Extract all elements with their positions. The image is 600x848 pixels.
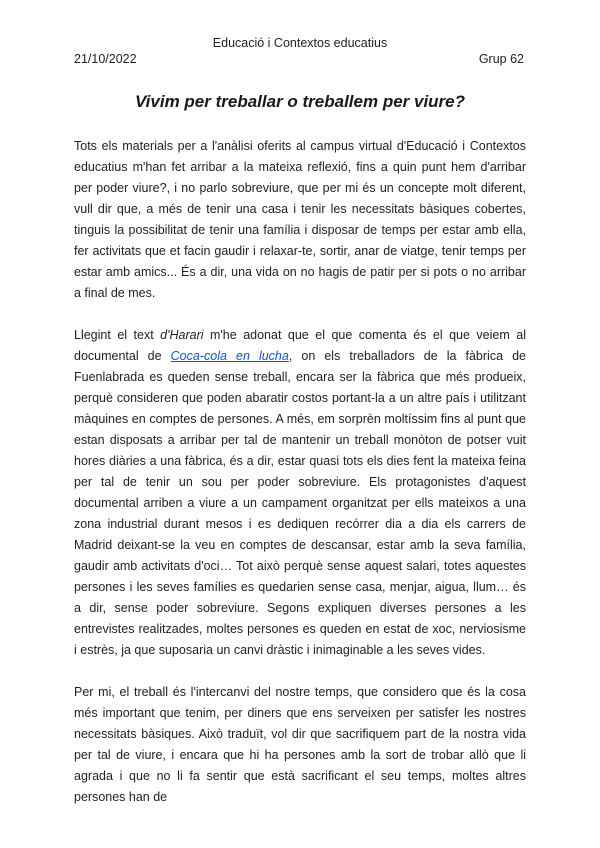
document-body [74,136,526,829]
paragraph-2-part-b: m'he adonat que el que comenta és el que veiem al documental de [74,328,526,363]
paragraph-1: Tots els materials per a l'anàlisi oferits al campus virtual d'Educació i Contextos educatius m'han fet arribar a la mateixa reflexió, fins a quin punt hem d'arribar per poder viure?, i no parlo sobreviure, que per mi és un concepte molt diferent, vull dir que, a més de tenir una casa i tenir les necessitats bàsiques cobertes, tinguis la possibilitat de tenir una família i disposar de temps per estar amb ella, fer activitats que et facin gaudir i relaxar-te, sortir, anar de viatge, tenir temps per estar amb amics... És a dir, una vida on no hagis de patir per si pots o no arribar a final de mes. [74,139,526,300]
paragraph-2-part-c: , on els treballadors de la fàbrica de Fuenlabrada es queden sense treball, encara ser la fàbrica que més produeix, perquè consideren que poden abaratir costos portant-la a un altre país i utilitzant màquines en comptes de persones. A més, em sorprèn moltíssim fins al punt que estan disposats a arribar per tal de mantenir un treball monòton de potser vuit hores diàries a una fàbrica, és a dir, estar quasi tots els dies fent la mateixa feina per tal de tenir un sou per poder sobreviure. Els protagonistes d'aquest documental arriben a viure a un campament organitzat per ells mateixos a una zona industrial durant mesos i es dediquen recórrer dia a dia els carrers de Madrid deixant-se la veu en comptes de descansar, estar amb la seva família, gaudir amb activitats d'oci… Tot això perquè sense aquest salari, totes aquestes persones i les seves famílies es quedarien sense casa, menjar, aigua, llum… és a dir, sense poder sobreviure. Segons expliquen diverses persones a les entrevistes realitzades, moltes persones es queden en estat de xoc, nerviosisme i estrès, ja que suposaria un canvi dràstic i inimaginable a les seves vides. [74,349,526,657]
document-title: Vivim per treballar o treballem per viure? [134,92,466,111]
paragraph-3: Per mi, el treball és l'intercanvi del nostre temps, que considero que és la cosa més important que tenim, per diners que ens serveixen per satisfer les nostres necessitats bàsiques. Això traduït, vol dir que sacrifiquem part de la nostra vida per tal de viure, i encara que hi ha persones amb la sort de trobar allò que li agrada i que no li fa sentir que està sacrificant el seu temps, moltes altres persones han de [74,685,526,804]
harari-reference: d'Harari [160,328,204,342]
paragraph-2-part-a: Llegint el text [74,328,161,342]
header-meta-row [74,52,524,66]
header-date: 21/10/2022 [74,52,137,66]
header-course-name: Educació i Contextos educatius [212,36,388,50]
paragraph-2 [74,325,526,661]
header-group: Grup 62 [478,52,524,66]
documentary-link[interactable]: Coca-cola en lucha [170,349,289,363]
